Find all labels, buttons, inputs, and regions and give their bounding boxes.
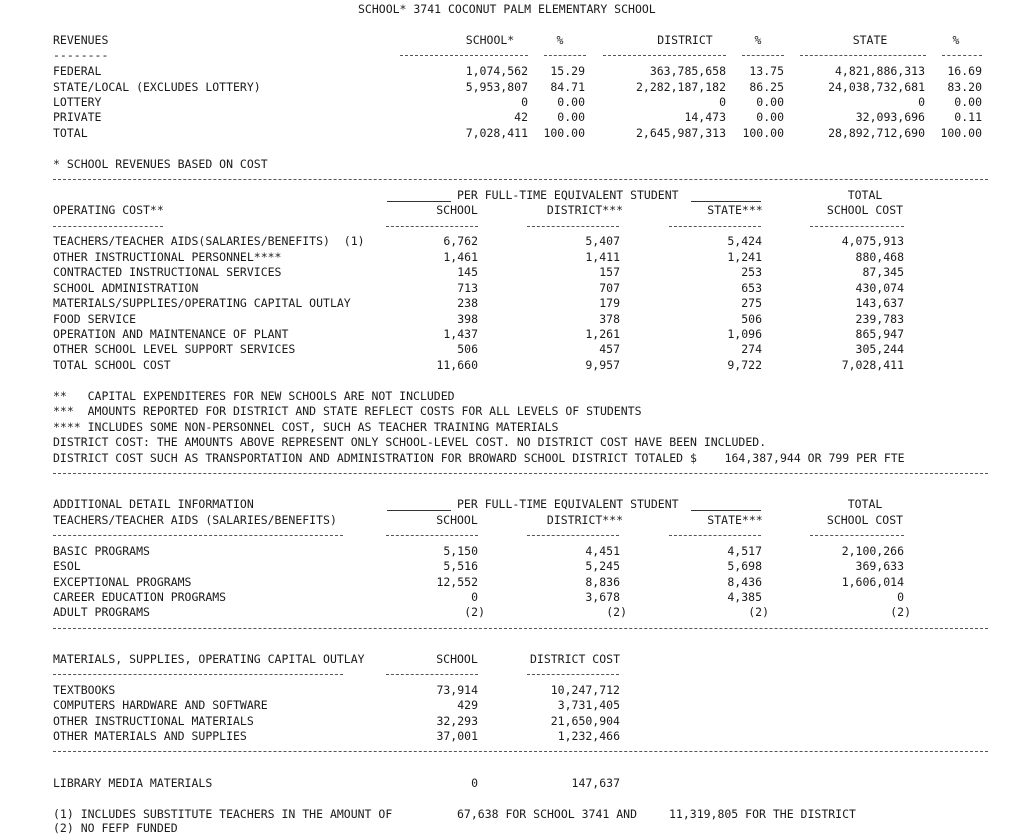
cost-row-label: SCHOOL ADMINISTRATION [53,281,199,295]
cost-school: 1,461 [443,250,478,264]
materials-label: MATERIALS, SUPPLIES, OPERATING CAPITAL OUTLAY [53,652,365,666]
col-school: SCHOOL [436,652,478,666]
material-label: TEXTBOOKS [53,683,116,697]
revenues-underline: -------- [53,48,109,62]
col-district: DISTRICT*** [546,513,624,527]
revenue-state-pct: 0.00 [954,95,982,109]
program-district: 3,678 [585,590,620,604]
program-district: 4,451 [585,544,620,558]
revenue-row-label: FEDERAL [53,64,102,78]
cost-row-label: OTHER SCHOOL LEVEL SUPPORT SERVICES [53,342,296,356]
additional-sublabel: TEACHERS/TEACHER AIDS (SALARIES/BENEFITS) [53,513,337,527]
cost-total: 865,947 [855,327,904,341]
cost-state: 9,722 [727,358,762,372]
cost-total: 7,028,411 [841,358,904,372]
program-total: 369,633 [855,559,904,573]
program-state: 8,436 [727,575,762,589]
program-label: ESOL [53,559,81,573]
revenue-school-value: 0 [521,95,528,109]
revenues-note: * SCHOOL REVENUES BASED ON COST [53,157,268,171]
cost-total: 430,074 [855,281,904,295]
program-total: 1,606,014 [841,575,904,589]
revenue-state-value: 4,821,886,313 [834,64,925,78]
cost-district: 1,261 [585,327,620,341]
footnote-line: ** CAPITAL EXPENDITERES FOR NEW SCHOOLS ARE NOT INCLUDED [53,389,455,403]
cost-district: 9,957 [585,358,620,372]
total-header-top: TOTAL [847,188,883,202]
cost-school: 238 [457,296,478,310]
program-label: ADULT PROGRAMS [53,605,150,619]
section-divider [53,628,988,629]
section-divider [53,179,988,180]
revenues-col-school-pct: % [556,33,564,47]
footnote-fefp: (2) NO FEFP FUNDED [53,821,178,835]
program-school: 12,552 [436,575,478,589]
section-divider [53,473,988,474]
program-district: 5,245 [585,559,620,573]
cost-state: 506 [741,312,762,326]
revenue-state-value: 24,038,732,681 [828,80,925,94]
footnote-line: DISTRICT COST SUCH AS TRANSPORTATION AND ADMINISTRATION FOR BROWARD SCHOOL DISTRICT TOTALED $ 164,387,944 OR 799 PER FTE [53,451,905,465]
revenue-state-pct: 83.20 [947,80,982,94]
cost-row-label: FOOD SERVICE [53,312,137,326]
revenue-row-label: TOTAL [53,126,88,140]
total-header-bottom: SCHOOL COST [826,203,904,217]
cost-state: 5,424 [727,234,762,248]
revenue-state-pct: 16.69 [947,64,982,78]
material-district: 1,232,466 [557,729,620,743]
program-school: 5,516 [443,559,478,573]
revenue-district-value: 2,282,187,182 [635,80,726,94]
cost-row-label: TOTAL SCHOOL COST [53,358,171,372]
cost-state: 253 [741,265,762,279]
revenue-state-value: 0 [918,95,925,109]
cost-school: 398 [457,312,478,326]
col-school: SCHOOL [436,513,478,527]
page-title: SCHOOL* 3741 COCONUT PALM ELEMENTARY SCHOOL [358,2,656,16]
program-total: 0 [897,590,904,604]
revenue-school-pct: 15.29 [550,64,585,78]
footnote-substitutes: (1) INCLUDES SUBSTITUTE TEACHERS IN THE AMOUNT OF [53,807,393,821]
revenue-district-value: 363,785,658 [649,64,726,78]
revenue-row-label: STATE/LOCAL (EXCLUDES LOTTERY) [53,80,261,94]
cost-state: 274 [741,342,762,356]
cost-row-label: OTHER INSTRUCTIONAL PERSONNEL**** [53,250,282,264]
material-label: OTHER INSTRUCTIONAL MATERIALS [53,714,254,728]
revenue-state-pct: 0.11 [954,110,982,124]
program-state: (2) [748,605,769,619]
revenue-district-value: 2,645,987,313 [635,126,726,140]
program-district: 8,836 [585,575,620,589]
material-school: 429 [457,698,478,712]
revenues-col-school: SCHOOL* [465,33,515,47]
revenue-district-pct: 86.25 [749,80,784,94]
section-divider [53,751,988,752]
revenue-school-pct: 0.00 [557,95,585,109]
cost-district: 5,407 [585,234,620,248]
revenue-row-label: PRIVATE [53,110,102,124]
revenues-col-state: STATE [852,33,888,47]
cost-total: 143,637 [855,296,904,310]
revenue-district-pct: 13.75 [749,64,784,78]
program-label: EXCEPTIONAL PROGRAMS [53,575,192,589]
footnote-substitutes-district: 11,319,805 FOR THE DISTRICT [669,807,856,821]
cost-state: 653 [741,281,762,295]
material-label: COMPUTERS HARDWARE AND SOFTWARE [53,698,268,712]
revenue-school-pct: 100.00 [543,126,585,140]
cost-total: 239,783 [855,312,904,326]
cost-school: 713 [457,281,478,295]
revenue-district-pct: 0.00 [756,95,784,109]
program-total: 2,100,266 [841,544,904,558]
cost-state: 1,096 [727,327,762,341]
revenue-school-pct: 0.00 [557,110,585,124]
program-state: 5,698 [727,559,762,573]
material-district: 10,247,712 [550,683,620,697]
additional-label: ADDITIONAL DETAIL INFORMATION [53,497,254,511]
program-label: BASIC PROGRAMS [53,544,150,558]
material-district: 21,650,904 [550,714,620,728]
cost-row-label: MATERIALS/SUPPLIES/OPERATING CAPITAL OUTLAY [53,296,351,310]
library-school: 0 [471,776,478,790]
program-district: (2) [606,605,627,619]
cost-district: 378 [599,312,620,326]
per-fte-header: PER FULL-TIME EQUIVALENT STUDENT [457,188,679,202]
revenue-school-value: 7,028,411 [465,126,528,140]
revenue-district-value: 14,473 [684,110,726,124]
operating-cost-label: OPERATING COST** [53,203,164,217]
footnote-line: *** AMOUNTS REPORTED FOR DISTRICT AND STATE REFLECT COSTS FOR ALL LEVELS OF STUDENTS [53,404,642,418]
cost-district: 707 [599,281,620,295]
revenue-row-label: LOTTERY [53,95,102,109]
cost-school: 6,762 [443,234,478,248]
cost-total: 305,244 [855,342,904,356]
total-header-bottom: SCHOOL COST [826,513,904,527]
cost-row-label: OPERATION AND MAINTENANCE OF PLANT [53,327,289,341]
library-district: 147,637 [571,776,620,790]
program-school: (2) [464,605,485,619]
per-fte-header: PER FULL-TIME EQUIVALENT STUDENT [457,497,679,511]
revenue-state-value: 32,093,696 [855,110,925,124]
cost-district: 457 [599,342,620,356]
cost-school: 11,660 [436,358,478,372]
footnote-line: **** INCLUDES SOME NON-PERSONNEL COST, SUCH AS TEACHER TRAINING MATERIALS [53,420,559,434]
revenue-district-pct: 0.00 [756,110,784,124]
cost-row-label: CONTRACTED INSTRUCTIONAL SERVICES [53,265,282,279]
cost-total: 880,468 [855,250,904,264]
cost-district: 157 [599,265,620,279]
program-school: 0 [471,590,478,604]
revenue-school-value: 5,953,807 [465,80,528,94]
revenues-col-state-pct: % [952,33,960,47]
program-label: CAREER EDUCATION PROGRAMS [53,590,227,604]
revenues-col-district-pct: % [754,33,762,47]
col-state: STATE*** [707,203,763,217]
material-school: 32,293 [436,714,478,728]
revenue-state-pct: 100.00 [940,126,982,140]
material-district: 3,731,405 [557,698,620,712]
revenue-district-value: 0 [719,95,726,109]
cost-school: 1,437 [443,327,478,341]
col-district: DISTRICT*** [546,203,624,217]
cost-district: 1,411 [585,250,620,264]
program-total: (2) [890,605,911,619]
revenue-school-pct: 84.71 [550,80,585,94]
program-state: 4,385 [727,590,762,604]
material-label: OTHER MATERIALS AND SUPPLIES [53,729,247,743]
program-school: 5,150 [443,544,478,558]
total-header-top: TOTAL [847,497,883,511]
library-label: LIBRARY MEDIA MATERIALS [53,776,213,790]
revenues-label: REVENUES [53,33,109,47]
material-school: 73,914 [436,683,478,697]
cost-school: 145 [457,265,478,279]
program-state: 4,517 [727,544,762,558]
cost-total: 4,075,913 [841,234,904,248]
footnote-substitutes-school: 67,638 FOR SCHOOL 3741 AND [457,807,638,821]
revenue-state-value: 28,892,712,690 [828,126,925,140]
cost-state: 1,241 [727,250,762,264]
revenue-school-value: 1,074,562 [465,64,528,78]
revenue-school-value: 42 [514,110,528,124]
revenue-district-pct: 100.00 [742,126,784,140]
footnote-line: DISTRICT COST: THE AMOUNTS ABOVE REPRESENT ONLY SCHOOL-LEVEL COST. NO DISTRICT COST HAVE BEEN INCLUDED. [53,435,767,449]
col-school: SCHOOL [436,203,478,217]
cost-state: 275 [741,296,762,310]
cost-total: 87,345 [862,265,904,279]
col-state: STATE*** [707,513,763,527]
material-school: 37,001 [436,729,478,743]
cost-row-label: TEACHERS/TEACHER AIDS(SALARIES/BENEFITS) (1) [53,234,365,248]
revenues-col-district: DISTRICT [657,33,713,47]
cost-district: 179 [599,296,620,310]
cost-school: 506 [457,342,478,356]
col-district-cost: DISTRICT COST [529,652,620,666]
